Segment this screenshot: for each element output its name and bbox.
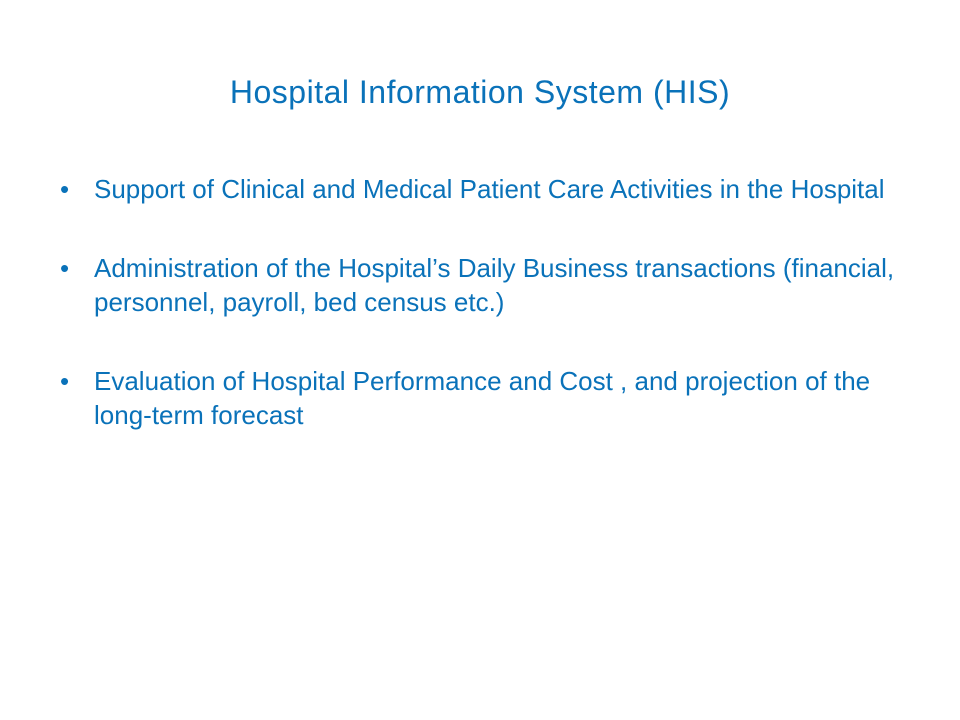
bullet-text: Evaluation of Hospital Performance and Cost , and projection of the long-term forecast xyxy=(94,366,871,430)
bullet-icon: • xyxy=(60,174,70,204)
bullet-text: Administration of the Hospital’s Daily Business transactions (financial, personnel, payroll, bed census etc.) xyxy=(94,253,895,317)
bullet-list xyxy=(60,172,920,477)
bullet-item xyxy=(60,364,920,432)
bullet-text: Support of Clinical and Medical Patient Care Activities in the Hospital xyxy=(94,174,885,204)
bullet-icon: • xyxy=(60,253,70,283)
bullet-item xyxy=(60,172,920,206)
bullet-icon: • xyxy=(60,366,70,396)
slide-title: Hospital Information System (HIS) xyxy=(229,74,731,110)
bullet-item xyxy=(60,251,920,319)
